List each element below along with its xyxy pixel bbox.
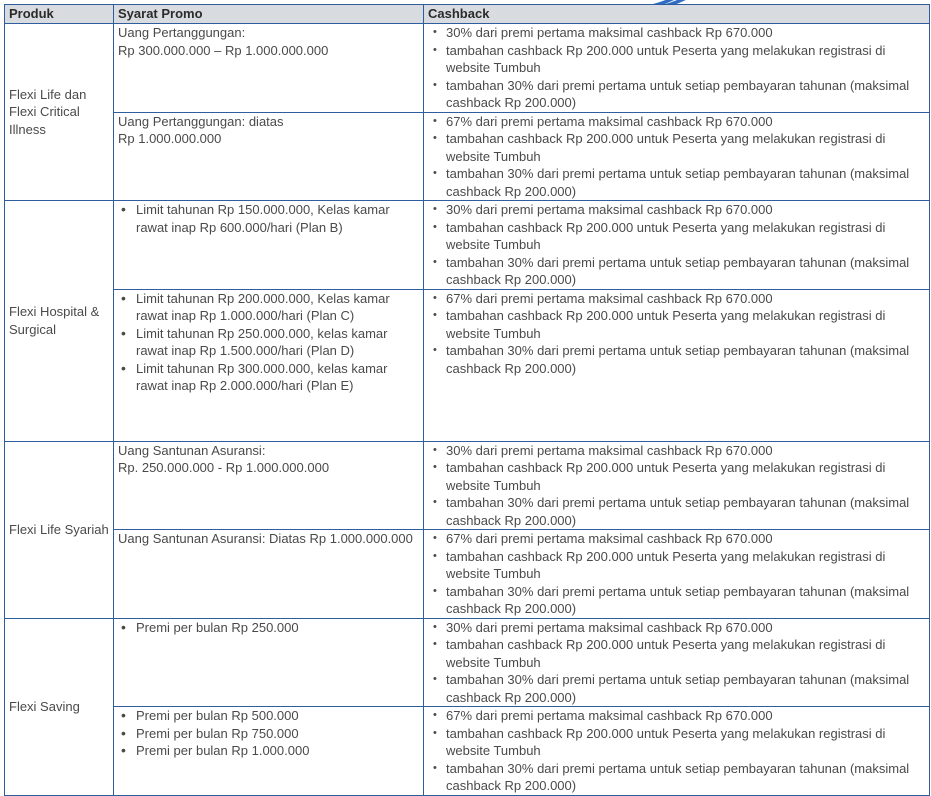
- cashback-item: • tambahan 30% dari premi pertama untuk setiap pembayaran tahunan (maksimal cashback Rp 200.000): [428, 583, 925, 618]
- cashback-item: • 67% dari premi pertama maksimal cashback Rp 670.000: [428, 290, 925, 308]
- cashback-item: • tambahan cashback Rp 200.000 untuk Peserta yang melakukan registrasi di website Tumbuh: [428, 219, 925, 254]
- terms-text: Uang Pertanggungan: diatas Rp 1.000.000.000: [118, 113, 284, 146]
- terms-list-item: • Premi per bulan Rp 750.000: [118, 725, 419, 743]
- table-row: [5, 707, 930, 796]
- terms-text: Uang Santunan Asuransi: Diatas Rp 1.000.000.000: [118, 531, 413, 546]
- promo-terms: [114, 618, 424, 707]
- cashback-list: [428, 707, 925, 795]
- promo-table: [4, 4, 930, 796]
- cashback-list: [428, 530, 925, 618]
- header-row: [5, 5, 930, 24]
- table-body: [5, 24, 930, 796]
- cashback-item: • tambahan 30% dari premi pertama untuk setiap pembayaran tahunan (maksimal cashback Rp 200.000): [428, 494, 925, 529]
- cashback-item: • 67% dari premi pertama maksimal cashback Rp 670.000: [428, 707, 925, 725]
- cashback-item: • tambahan cashback Rp 200.000 untuk Peserta yang melakukan registrasi di website Tumbuh: [428, 548, 925, 583]
- cashback-item: • tambahan 30% dari premi pertama untuk setiap pembayaran tahunan (maksimal cashback Rp 200.000): [428, 165, 925, 200]
- cashback-cell: [424, 289, 930, 441]
- cashback-item: • tambahan cashback Rp 200.000 untuk Peserta yang melakukan registrasi di website Tumbuh: [428, 42, 925, 77]
- promo-terms: [114, 24, 424, 113]
- promo-terms: [114, 530, 424, 619]
- terms-list: [118, 201, 419, 236]
- cashback-item: • tambahan cashback Rp 200.000 untuk Peserta yang melakukan registrasi di website Tumbuh: [428, 130, 925, 165]
- table-row: [5, 289, 930, 441]
- product-name: Flexi Saving: [5, 618, 114, 795]
- cashback-list: [428, 24, 925, 112]
- terms-list: [118, 619, 419, 637]
- table-row: [5, 618, 930, 707]
- terms-list-item: • Premi per bulan Rp 500.000: [118, 707, 419, 725]
- table-row: [5, 441, 930, 530]
- promo-terms: [114, 441, 424, 530]
- header-product: Produk: [5, 5, 114, 24]
- cashback-cell: [424, 112, 930, 201]
- table-row: [5, 112, 930, 201]
- cashback-item: • tambahan 30% dari premi pertama untuk setiap pembayaran tahunan (maksimal cashback Rp 200.000): [428, 254, 925, 289]
- product-name: Flexi Life Syariah: [5, 441, 114, 618]
- table-row: [5, 530, 930, 619]
- header-terms: Syarat Promo: [114, 5, 424, 24]
- terms-text: Uang Santunan Asuransi: Rp. 250.000.000 - Rp 1.000.000.000: [118, 442, 330, 475]
- terms-list-item: • Limit tahunan Rp 250.000.000, kelas kamar rawat inap Rp 1.500.000/hari (Plan D): [118, 325, 419, 360]
- cashback-item: • 67% dari premi pertama maksimal cashback Rp 670.000: [428, 113, 925, 131]
- cashback-list: [428, 442, 925, 530]
- cashback-item: • 30% dari premi pertama maksimal cashback Rp 670.000: [428, 442, 925, 460]
- terms-list-item: • Limit tahunan Rp 200.000.000, Kelas kamar rawat inap Rp 1.000.000/hari (Plan C): [118, 290, 419, 325]
- cashback-cell: [424, 618, 930, 707]
- cashback-item: • 30% dari premi pertama maksimal cashback Rp 670.000: [428, 201, 925, 219]
- cashback-item: • 67% dari premi pertama maksimal cashback Rp 670.000: [428, 530, 925, 548]
- table-row: [5, 201, 930, 290]
- cashback-cell: [424, 201, 930, 290]
- terms-list: [118, 290, 419, 395]
- cashback-item: • tambahan 30% dari premi pertama untuk setiap pembayaran tahunan (maksimal cashback Rp 200.000): [428, 77, 925, 112]
- header-cashback: Cashback: [424, 5, 930, 24]
- product-name: Flexi Hospital & Surgical: [5, 201, 114, 442]
- cashback-item: • tambahan cashback Rp 200.000 untuk Peserta yang melakukan registrasi di website Tumbuh: [428, 459, 925, 494]
- promo-terms: [114, 289, 424, 441]
- cashback-item: • tambahan 30% dari premi pertama untuk setiap pembayaran tahunan (maksimal cashback Rp 200.000): [428, 671, 925, 706]
- promo-terms: [114, 112, 424, 201]
- cashback-item: • 30% dari premi pertama maksimal cashback Rp 670.000: [428, 619, 925, 637]
- promo-terms: [114, 201, 424, 290]
- cashback-item: • tambahan cashback Rp 200.000 untuk Peserta yang melakukan registrasi di website Tumbuh: [428, 307, 925, 342]
- cashback-cell: [424, 707, 930, 796]
- cashback-item: • tambahan 30% dari premi pertama untuk setiap pembayaran tahunan (maksimal cashback Rp 200.000): [428, 342, 925, 377]
- cashback-item: • tambahan cashback Rp 200.000 untuk Peserta yang melakukan registrasi di website Tumbuh: [428, 636, 925, 671]
- cashback-list: [428, 201, 925, 289]
- terms-list-item: • Premi per bulan Rp 250.000: [118, 619, 419, 637]
- product-name: Flexi Life dan Flexi Critical Illness: [5, 24, 114, 201]
- cashback-cell: [424, 24, 930, 113]
- terms-list-item: • Limit tahunan Rp 300.000.000, kelas kamar rawat inap Rp 2.000.000/hari (Plan E): [118, 360, 419, 395]
- cashback-item: • tambahan cashback Rp 200.000 untuk Peserta yang melakukan registrasi di website Tumbuh: [428, 725, 925, 760]
- cashback-list: [428, 290, 925, 378]
- table-row: [5, 24, 930, 113]
- promo-terms: [114, 707, 424, 796]
- cashback-cell: [424, 530, 930, 619]
- cashback-item: • tambahan 30% dari premi pertama untuk setiap pembayaran tahunan (maksimal cashback Rp 200.000): [428, 760, 925, 795]
- terms-text: Uang Pertanggungan: Rp 300.000.000 – Rp 1.000.000.000: [118, 25, 329, 58]
- cashback-item: • 30% dari premi pertama maksimal cashback Rp 670.000: [428, 24, 925, 42]
- cashback-list: [428, 619, 925, 707]
- terms-list-item: • Premi per bulan Rp 1.000.000: [118, 742, 419, 760]
- cashback-list: [428, 113, 925, 201]
- terms-list-item: • Limit tahunan Rp 150.000.000, Kelas kamar rawat inap Rp 600.000/hari (Plan B): [118, 201, 419, 236]
- terms-list: [118, 707, 419, 760]
- cashback-cell: [424, 441, 930, 530]
